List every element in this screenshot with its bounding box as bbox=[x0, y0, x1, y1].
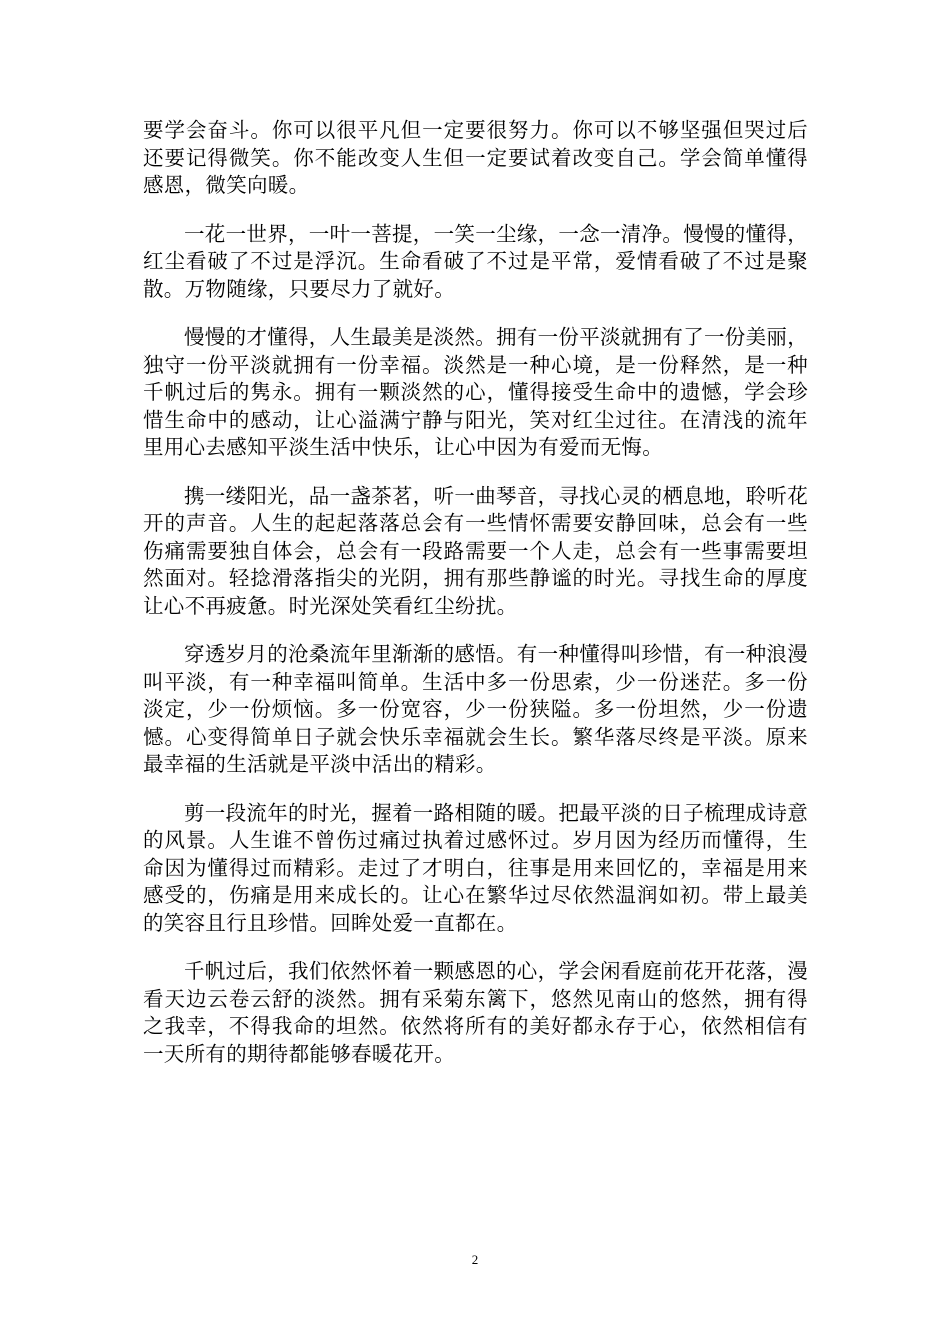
page-number: 2 bbox=[471, 1252, 479, 1267]
paragraph-6: 剪一段流年的时光，握着一路相随的暖。把最平淡的日子梳理成诗意的风景。人生谁不曾伤过痛过执着过感怀过。岁月因为经历而懂得，生命因为懂得过而精彩。走过了才明白，往事是用来回忆的，幸福是用来感受的，伤痛是用来成长的。让心在繁华过尽依然温润如初。带上最美的笑容且行且珍惜。回眸处爱一直都在。 bbox=[143, 800, 808, 935]
paragraph-2: 一花一世界，一叶一菩提，一笑一尘缘，一念一清净。慢慢的懂得，红尘看破了不过是浮沉。生命看破了不过是平常，爱情看破了不过是聚散。万物随缘，只要尽力了就好。 bbox=[143, 221, 808, 301]
paragraph-3: 慢慢的才懂得，人生最美是淡然。拥有一份平淡就拥有了一份美丽，独守一份平淡就拥有一份幸福。淡然是一种心境，是一份释然，是一种千帆过后的隽永。拥有一颗淡然的心，懂得接受生命中的遗憾，学会珍惜生命中的感动，让心溢满宁静与阳光，笑对红尘过往。在清浅的流年里用心去感知平淡生活中快乐，让心中因为有爱而无悔。 bbox=[143, 325, 808, 459]
paragraph-1: 要学会奋斗。你可以很平凡但一定要很努力。你可以不够坚强但哭过后还要记得微笑。你不能改变人生但一定要试着改变自己。学会简单懂得感恩，微笑向暖。 bbox=[143, 118, 808, 197]
paragraph-4: 携一缕阳光，品一盏茶茗，听一曲琴音，寻找心灵的栖息地，聆听花开的声音。人生的起起落落总会有一些情怀需要安静回味，总会有一些伤痛需要独自体会，总会有一段路需要一个人走，总会有一些事需要坦然面对。轻捻滑落指尖的光阴，拥有那些静谧的时光。寻找生命的厚度让心不再疲惫。时光深处笑看红尘纷扰。 bbox=[143, 483, 808, 618]
document-body bbox=[143, 117, 808, 1089]
paragraph-5: 穿透岁月的沧桑流年里渐渐的感悟。有一种懂得叫珍惜，有一种浪漫叫平淡，有一种幸福叫简单。生活中多一份思索，少一份迷茫。多一份淡定，少一份烦恼。多一份宽容，少一份狭隘。多一份坦然，少一份遗憾。心变得简单日子就会快乐幸福就会生长。繁华落尽终是平淡。原来最幸福的生活就是平淡中活出的精彩。 bbox=[143, 642, 808, 776]
paragraph-7: 千帆过后，我们依然怀着一颗感恩的心，学会闲看庭前花开花落，漫看天边云卷云舒的淡然。拥有采菊东篱下，悠然见南山的悠然，拥有得之我幸，不得我命的坦然。依然将所有的美好都永存于心，依然相信有一天所有的期待都能够春暖花开。 bbox=[143, 959, 808, 1066]
